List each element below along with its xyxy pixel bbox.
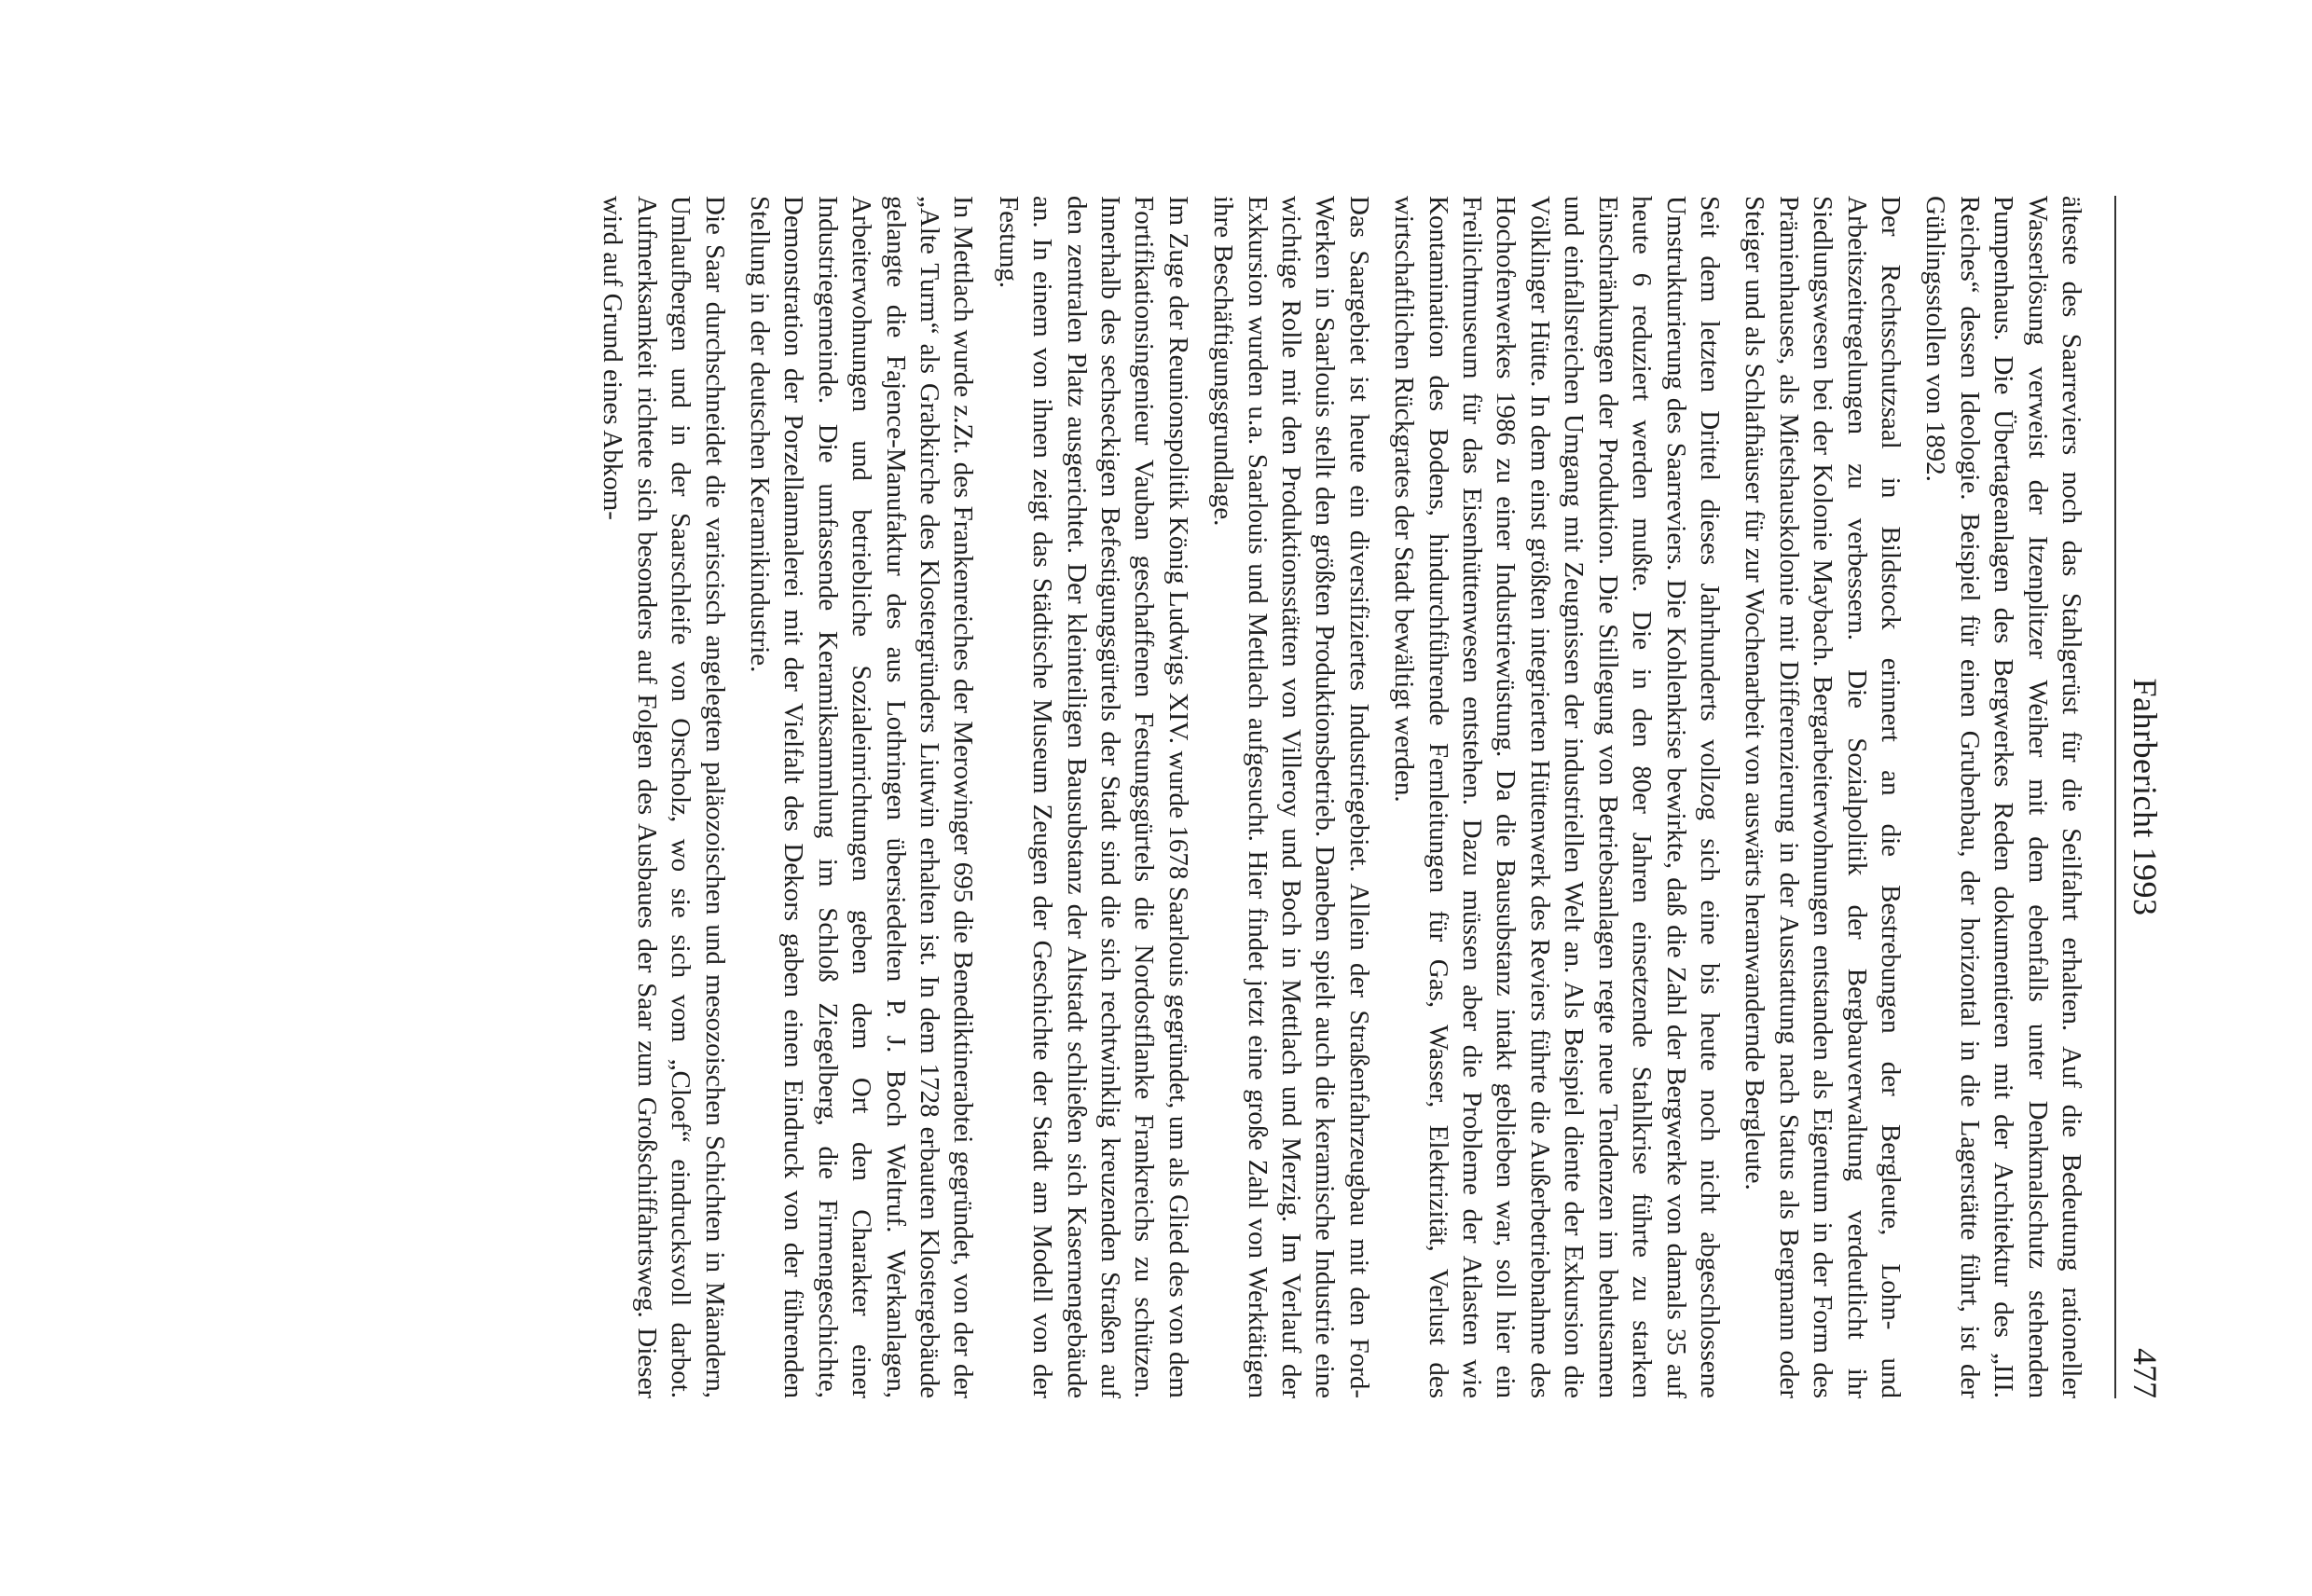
paragraph: Die Saar durchschneidet die variscisch angelegten paläozoischen und mesozoischen Schichten in Mäandern, Umlaufbergen und in der Saarschleife von Orscholz, wo sie sich vom „Cloef“ eindrucksvoll darbot. Aufmerksamkeit richtete sich besonders auf Folgen des Ausbaues der Saar zum Großschiffahrtsweg. Dieser wird auf Grund eines Abkom- [598, 196, 730, 1398]
paragraph: Im Zuge der Reunionspolitik König Ludwigs XIV. wurde 1678 Saarlouis gegründet, um als Glied des von dem Fortifikationsingenieur Vauban geschaffenen Festungsgürtels die Nordostflanke Frankreichs zu schützen. Innerhalb des sechseckigen Befestigungsgürtels der Stadt sind die sich rechtwinklig kreuzenden Straßen auf den zentralen Platz ausgerichtet. Der kleinteiligen Bausubstanz der Altstadt schließen sich Kasernengebäude an. In einem von ihnen zeigt das Städtische Museum Zeugen der Geschichte der Stadt am Modell von der Festung. [993, 196, 1193, 1398]
running-title: Fahrbericht 1993 [2126, 678, 2164, 916]
paragraph: Das Saargebiet ist heute ein diversifiziertes Industriegebiet. Allein der Straßenfahrzeugbau mit den Ford-Werken in Saarlouis stellt den größten Produktionsbetrieb. Daneben spielt auch die keramische Industrie eine wichtige Rolle mit den Produktionsstätten von Villeroy und Boch in Mettlach und Merzig. Im Verlauf der Exkursion wurden u.a. Saarlouis und Mettlach aufgesucht. Hier findet jetzt eine große Zahl von Werktätigen ihre Beschäftigungsgrundlage. [1208, 196, 1374, 1398]
body-text [585, 196, 2088, 1398]
paragraph: Seit dem letzten Drittel dieses Jahrhunderts vollzog sich eine bis heute noch nicht abgeschlossene Umstrukturierung des Saarreviers. Die Kohlenkrise bewirkte, daß die Zahl der Bergwerke von damals 35 auf heute 6 reduziert werden mußte. Die in den 80er Jahren einsetzende Stahlkrise führte zu starken Einschränkungen der Produktion. Die Stillegung von Betriebsanlagen regte neue Tendenzen im behutsamen und einfallsreichen Umgang mit Zeugnissen der industriellen Welt an. Als Beispiel diente der Exkursion die Völklinger Hütte. In dem einst größten integrierten Hüttenwerk des Reviers führte die Außerbetriebnahme des Hochofenwerkes 1986 zu einer Industriewüstung. Da die Bausubstanz intakt geblieben war, soll hier ein Freilichtmuseum für das Eisenhüttenwesen entstehen. Dazu müssen aber die Probleme der Atlasten wie Kontamination des Bodens, hindurchführende Fernleitungen für Gas, Wasser, Elektrizität, Verlust des wirtschaftlichen Rückgrates der Stadt bewältigt werden. [1389, 196, 1725, 1398]
header-rule [2114, 196, 2116, 1398]
paragraph: In Mettlach wurde z.Zt. des Frankenreiches der Merowinger 695 die Benediktinerabtei gegründet, von der der „Alte Turm“ als Grabkirche des Klostergründers Liutwin erhalten ist. In dem 1728 erbauten Klostergebäude gelangte die Fajence-Manufaktur des aus Lothringen übersiedelten P. J. Boch Weltruf. Werkanlagen, Arbeiterwohnungen und betriebliche Sozialeinrichtungen geben dem Ort den Charakter einer Industriegemeinde. Die umfassende Keramiksammlung im Schloß Ziegelberg, die Firmengeschichte, Demonstration der Porzellanmalerei mit der Vielfalt des Dekors gaben einen Eindruck von der führenden Stellung in der deutschen Keramikindustrie. [744, 196, 979, 1398]
document-page [252, 196, 2172, 1398]
paragraph: Der Rechtsschutzsaal in Bildstock erinnert an die Bestrebungen der Bergleute, Lohn- und Arbeitszeitregelungen zu verbessern. Die Sozialpolitik der Bergbauverwaltung verdeutlicht ihr Siedlungswesen bei der Kolonie Maybach. Bergarbeiterwohnungen entstanden als Eigentum in der Form des Prämienhauses, als Mietshauskolonie mit Differenzierung in der Ausstattung nach Status als Bergmann oder Steiger und als Schlafhäuser für zur Wochenarbeit von auswärts heranwandernde Bergleute. [1740, 196, 1906, 1398]
paragraph: älteste des Saarreviers noch das Stahlgerüst für die Seilfahrt erhalten. Auf die Bedeutung rationeller Wasserlösung verweist der Itzenplitzer Weiher mit dem ebenfalls unter Denkmalschutz stehenden Pumpenhaus. Die Übertageanlagen des Bergwerkes Reden dokumentieren mit der Architektur des „III. Reiches“ dessen Ideologie. Beispiel für einen Grubenbau, der horizontal in die Lagerstätte führt, ist der Gühlingsstollen von 1892. [1920, 196, 2086, 1398]
page-header [2107, 196, 2172, 1398]
page-number: 477 [2126, 1348, 2164, 1398]
